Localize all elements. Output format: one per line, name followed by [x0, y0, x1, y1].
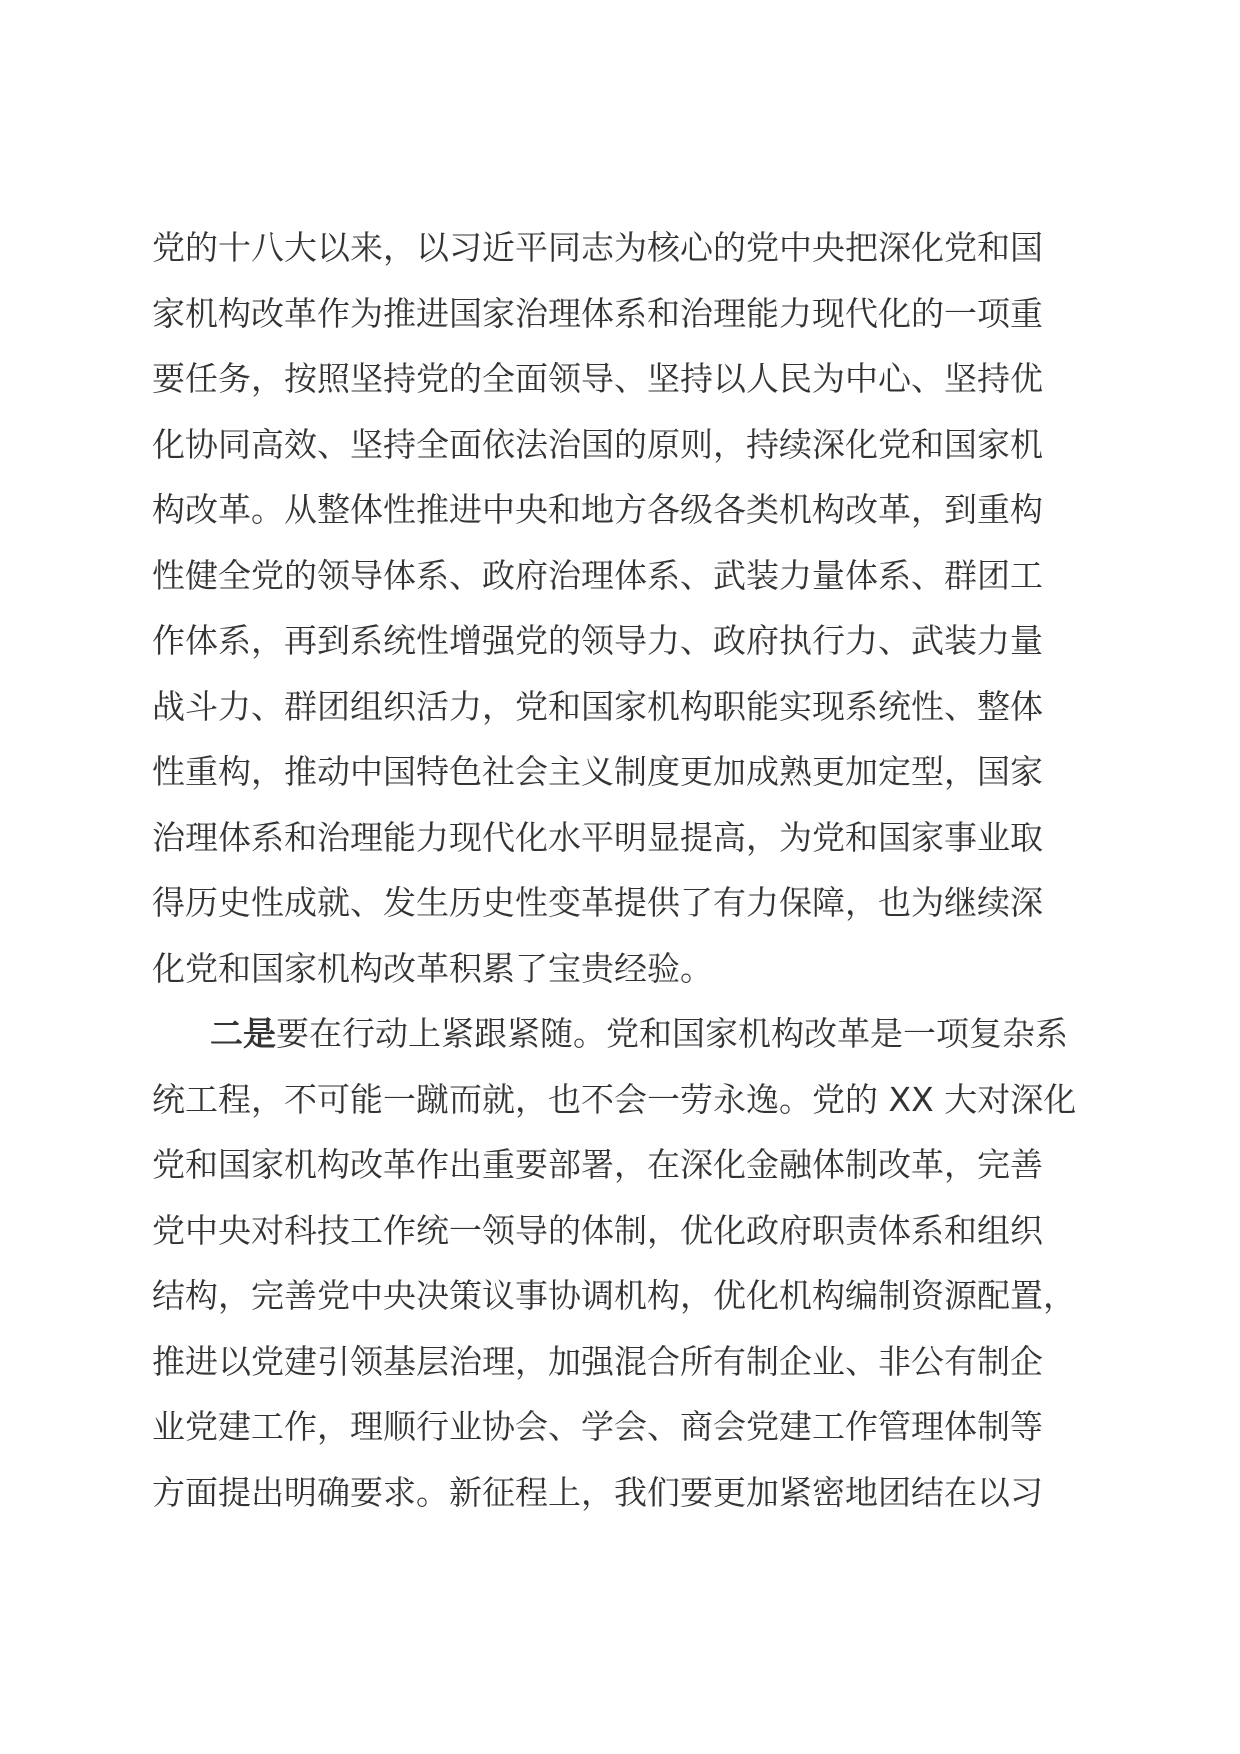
- paragraph-1: [152, 215, 1092, 1001]
- paragraph-line: 党的十八大以来，以习近平同志为核心的党中央把深化党和国: [152, 228, 1043, 267]
- paragraph-line: 性重构，推动中国特色社会主义制度更加成熟更加定型，国家: [152, 752, 1043, 791]
- paragraph-line: 党和国家机构改革作出重要部署，在深化金融体制改革，完善: [152, 1145, 1043, 1184]
- paragraph-line: 党中央对科技工作统一领导的体制，优化政府职责体系和组织: [152, 1210, 1043, 1250]
- paragraph-line: 方面提出明确要求。新征程上，我们要更加紧密地团结在以习: [152, 1472, 1043, 1512]
- paragraph-line: 性健全党的领导体系、政府治理体系、武装力量体系、群团工: [152, 555, 1043, 595]
- paragraph-lead-bold: 二是: [210, 1014, 276, 1053]
- paragraph-line: 要任务，按照坚持党的全面领导、坚持以人民为中心、坚持优: [152, 359, 1043, 398]
- paragraph-line: 推进以党建引领基层治理，加强混合所有制企业、非公有制企: [152, 1341, 1043, 1381]
- paragraph-line: 业党建工作，理顺行业协会、学会、商会党建工作管理体制等: [152, 1407, 1043, 1446]
- paragraph-line: 家机构改革作为推进国家治理体系和治理能力现代化的一项重: [152, 293, 1043, 333]
- paragraph-2: [152, 1001, 1092, 1525]
- paragraph-line: 化协同高效、坚持全面依法治国的原则，持续深化党和国家机: [152, 424, 1043, 464]
- paragraph-line: 化党和国家机构改革积累了宝贵经验。: [152, 948, 713, 988]
- paragraph-line: 结构，完善党中央决策议事协调机构，优化机构编制资源配置，: [152, 1276, 1076, 1315]
- paragraph-line: 构改革。从整体性推进中央和地方各级各类机构改革，到重构: [152, 490, 1043, 529]
- paragraph-line: 作体系，再到系统性增强党的领导力、政府执行力、武装力量: [152, 621, 1043, 660]
- paragraph-line: 治理体系和治理能力现代化水平明显提高，为党和国家事业取: [152, 817, 1043, 857]
- document-body: [152, 215, 1092, 1525]
- paragraph-line: 战斗力、群团组织活力，党和国家机构职能实现系统性、整体: [152, 686, 1043, 726]
- paragraph-line: 统工程，不可能一蹴而就，也不会一劳永逸。党的 XX 大对深化: [152, 1079, 1077, 1119]
- paragraph-first-line: [152, 1001, 1092, 1067]
- paragraph-first-line-text: 要在行动上紧跟紧随。党和国家机构改革是一项复杂系: [276, 1014, 1068, 1053]
- paragraph-line: 得历史性成就、发生历史性变革提供了有力保障，也为继续深: [152, 883, 1043, 922]
